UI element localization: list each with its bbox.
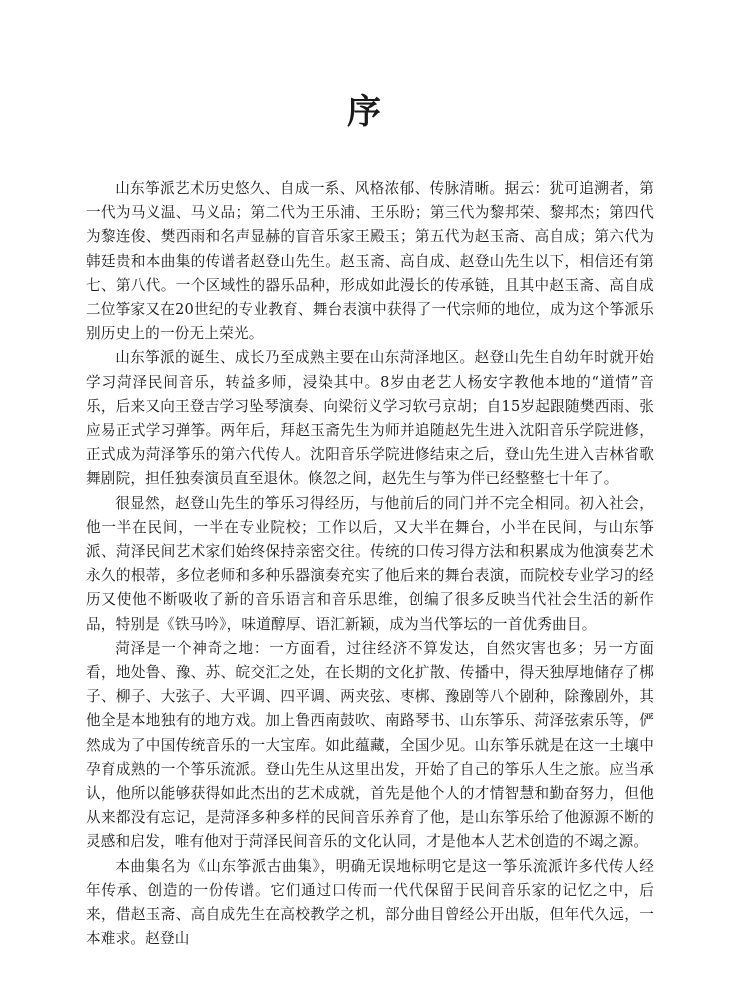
paragraph-5: 本曲集名为《山东筝派古曲集》，明确无误地标明它是这一筝乐流派许多代传人经年传承、创造的一份传谱。它们通过口传而一代代保留于民间音乐家的记忆之中，后来，借赵玉斋、高自成先生在高校教学之机，部分曲目曾经公开出版，但年代久远，一本难求。赵登山: [86, 857, 654, 948]
paragraph-3: 很显然，赵登山先生的筝乐习得经历，与他前后的同门并不完全相同。初入社会，他一半在民间，一半在专业院校；工作以后，又大半在舞台，小半在民间，与山东筝派、菏泽民间艺术家们始终保持亲密交往。传统的口传习得方法和积累成为他演奏艺术永久的根蒂，多位老师和多种乐器演奏充实了他后来的舞台表演，而院校专业学习的经历又使他不断吸收了新的音乐语言和音乐思维，创编了很多反映当代社会生活的新作品，特别是《铁马吟》，味道醇厚、语汇新颖，成为当代筝坛的一首优秀曲目。: [86, 494, 654, 633]
page-title: 序: [347, 92, 383, 132]
paragraph-1: 山东筝派艺术历史悠久、自成一系、风格浓郁、传脉清晰。据云：犹可追溯者，第一代为马义温、马义品；第二代为王乐浦、王乐盼；第三代为黎邦荣、黎邦杰；第四代为黎连俊、樊西雨和名声显赫的盲音乐家王殿玉；第五代为赵玉斋、高自成；第六代为韩廷贵和本曲集的传谱者赵登山先生。赵玉斋、高自成、赵登山先生以下，相信还有第七、第八代。一个区域性的器乐品种，形成如此漫长的传承链，且其中赵玉斋、高自成二位筝家又在20世纪的专业教育、舞台表演中获得了一代宗师的地位，成为这个筝派乐别历史上的一份无上荣光。: [86, 180, 654, 343]
preface-body: [86, 177, 654, 952]
paragraph-2: 山东筝派的诞生、成长乃至成熟主要在山东菏泽地区。赵登山先生自幼年时就开始学习菏泽民间音乐，转益多师，浸染其中。8岁由老艺人杨安字教他本地的“道情”音乐，后来又向王登吉学习坠琴演奏、向梁衍义学习软弓京胡；自15岁起跟随樊西雨、张应易正式学习弹筝。两年后，拜赵玉斋先生为师并追随赵先生进入沈阳音乐学院进修，正式成为菏泽筝乐的第六代传人。沈阳音乐学院进修结束之后，登山先生进入吉林省歌舞剧院，担任独奏演员直至退休。倏忽之间，赵先生与筝为伴已经整整七十年了。: [86, 349, 654, 488]
paragraph-4: 菏泽是一个神奇之地：一方面看，过往经济不算发达，自然灾害也多；另一方面看，地处鲁、豫、苏、皖交汇之处，在长期的文化扩散、传播中，得天独厚地储存了梆子、柳子、大弦子、大平调、四平调、两夹弦、枣梆、豫剧等八个剧种，除豫剧外，其他全是本地独有的地方戏。加上鲁西南鼓吹、南路琴书、山东筝乐、菏泽弦索乐等，俨然成为了中国传统音乐的一大宝库。如此蕴藏，全国少见。山东筝乐就是在这一土壤中孕育成熟的一个筝乐流派。登山先生从这里出发，开始了自己的筝乐人生之旅。应当承认，他所以能够获得如此杰出的艺术成就，首先是他个人的才情智慧和勤奋努力，但他从来都没有忘记，是菏泽多种多样的民间音乐养育了他，是山东筝乐给了他源源不断的灵感和启发，唯有他对于菏泽民间音乐的文化认同，才是他本人艺术创造的不竭之源。: [86, 639, 654, 851]
